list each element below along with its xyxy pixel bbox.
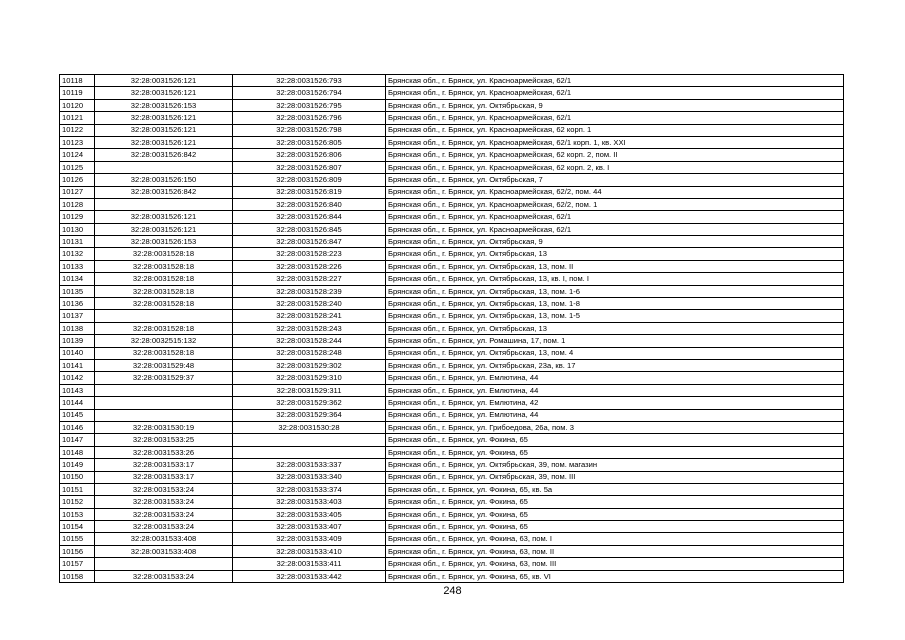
address-cell: Брянская обл., г. Брянск, ул. Красноармейская, 62/2, пом. 44 [386, 186, 844, 198]
new-cadastral-number-cell: 32:28:0031529:302 [233, 359, 386, 371]
row-number-cell: 10129 [60, 211, 95, 223]
old-cadastral-number-cell: 32:28:0031526:153 [95, 236, 233, 248]
row-number-cell: 10157 [60, 558, 95, 570]
new-cadastral-number-cell: 32:28:0031529:364 [233, 409, 386, 421]
old-cadastral-number-cell [95, 384, 233, 396]
address-cell: Брянская обл., г. Брянск, ул. Красноармейская, 62 корп. 2, кв. I [386, 161, 844, 173]
row-number-cell: 10118 [60, 75, 95, 87]
new-cadastral-number-cell: 32:28:0031526:840 [233, 198, 386, 210]
new-cadastral-number-cell: 32:28:0031526:805 [233, 136, 386, 148]
address-cell: Брянская обл., г. Брянск, ул. Октябрьская, 7 [386, 174, 844, 186]
old-cadastral-number-cell: 32:28:0031526:842 [95, 186, 233, 198]
table-row [60, 211, 844, 223]
old-cadastral-number-cell: 32:28:0031533:24 [95, 570, 233, 582]
old-cadastral-number-cell [95, 310, 233, 322]
table-row [60, 459, 844, 471]
row-number-cell: 10122 [60, 124, 95, 136]
row-number-cell: 10158 [60, 570, 95, 582]
address-cell: Брянская обл., г. Брянск, ул. Октябрьская, 13, пом. 1-5 [386, 310, 844, 322]
old-cadastral-number-cell: 32:28:0031533:24 [95, 483, 233, 495]
old-cadastral-number-cell: 32:28:0031533:17 [95, 459, 233, 471]
address-cell: Брянская обл., г. Брянск, ул. Фокина, 63, пом. II [386, 545, 844, 557]
table-row [60, 198, 844, 210]
table-row [60, 496, 844, 508]
address-cell: Брянская обл., г. Брянск, ул. Октябрьская, 13, пом. 1-6 [386, 285, 844, 297]
table-row [60, 236, 844, 248]
table-row [60, 99, 844, 111]
old-cadastral-number-cell: 32:28:0031529:48 [95, 359, 233, 371]
old-cadastral-number-cell: 32:28:0031528:18 [95, 298, 233, 310]
table-row [60, 124, 844, 136]
row-number-cell: 10149 [60, 459, 95, 471]
new-cadastral-number-cell: 32:28:0031526:794 [233, 87, 386, 99]
new-cadastral-number-cell: 32:28:0031533:337 [233, 459, 386, 471]
old-cadastral-number-cell: 32:28:0031533:17 [95, 471, 233, 483]
row-number-cell: 10126 [60, 174, 95, 186]
address-cell: Брянская обл., г. Брянск, ул. Октябрьская, 9 [386, 236, 844, 248]
row-number-cell: 10150 [60, 471, 95, 483]
address-cell: Брянская обл., г. Брянск, ул. Красноармейская, 62/1 [386, 87, 844, 99]
address-cell: Брянская обл., г. Брянск, ул. Октябрьская, 23а, кв. 17 [386, 359, 844, 371]
address-cell: Брянская обл., г. Брянск, ул. Емлютина, 44 [386, 372, 844, 384]
address-cell: Брянская обл., г. Брянск, ул. Октябрьская, 13 [386, 322, 844, 334]
address-cell: Брянская обл., г. Брянск, ул. Красноармейская, 62/1 [386, 112, 844, 124]
row-number-cell: 10139 [60, 335, 95, 347]
old-cadastral-number-cell: 32:28:0031528:18 [95, 260, 233, 272]
new-cadastral-number-cell: 32:28:0031529:311 [233, 384, 386, 396]
old-cadastral-number-cell: 32:28:0031526:121 [95, 75, 233, 87]
row-number-cell: 10146 [60, 421, 95, 433]
old-cadastral-number-cell: 32:28:0031528:18 [95, 322, 233, 334]
table-row [60, 545, 844, 557]
row-number-cell: 10144 [60, 397, 95, 409]
old-cadastral-number-cell: 32:28:0031526:121 [95, 87, 233, 99]
old-cadastral-number-cell: 32:28:0031529:37 [95, 372, 233, 384]
new-cadastral-number-cell: 32:28:0031533:409 [233, 533, 386, 545]
new-cadastral-number-cell: 32:28:0031528:226 [233, 260, 386, 272]
old-cadastral-number-cell: 32:28:0031528:18 [95, 273, 233, 285]
address-cell: Брянская обл., г. Брянск, ул. Фокина, 65 [386, 521, 844, 533]
new-cadastral-number-cell: 32:28:0031528:241 [233, 310, 386, 322]
new-cadastral-number-cell: 32:28:0031533:407 [233, 521, 386, 533]
row-number-cell: 10119 [60, 87, 95, 99]
row-number-cell: 10145 [60, 409, 95, 421]
row-number-cell: 10136 [60, 298, 95, 310]
old-cadastral-number-cell: 32:28:0031526:121 [95, 124, 233, 136]
row-number-cell: 10127 [60, 186, 95, 198]
new-cadastral-number-cell: 32:28:0031526:809 [233, 174, 386, 186]
address-cell: Брянская обл., г. Брянск, ул. Фокина, 65, кв. VI [386, 570, 844, 582]
table-row [60, 483, 844, 495]
table-row [60, 446, 844, 458]
address-cell: Брянская обл., г. Брянск, ул. Грибоедова, 26а, пом. 3 [386, 421, 844, 433]
new-cadastral-number-cell [233, 446, 386, 458]
address-cell: Брянская обл., г. Брянск, ул. Фокина, 63, пом. III [386, 558, 844, 570]
row-number-cell: 10153 [60, 508, 95, 520]
old-cadastral-number-cell: 32:28:0031526:121 [95, 112, 233, 124]
old-cadastral-number-cell: 32:28:0031526:153 [95, 99, 233, 111]
address-cell: Брянская обл., г. Брянск, ул. Фокина, 65 [386, 446, 844, 458]
address-cell: Брянская обл., г. Брянск, ул. Емлютина, 44 [386, 384, 844, 396]
row-number-cell: 10156 [60, 545, 95, 557]
table-row [60, 372, 844, 384]
old-cadastral-number-cell: 32:28:0031526:842 [95, 149, 233, 161]
table-row [60, 570, 844, 582]
cadastral-table [59, 74, 844, 583]
new-cadastral-number-cell: 32:28:0031533:405 [233, 508, 386, 520]
table-row [60, 397, 844, 409]
new-cadastral-number-cell: 32:28:0031526:806 [233, 149, 386, 161]
row-number-cell: 10147 [60, 434, 95, 446]
table-row [60, 260, 844, 272]
address-cell: Брянская обл., г. Брянск, ул. Красноармейская, 62/1 [386, 75, 844, 87]
address-cell: Брянская обл., г. Брянск, ул. Октябрьская, 39, пом. магазин [386, 459, 844, 471]
table-row [60, 335, 844, 347]
table-row [60, 298, 844, 310]
table-row [60, 285, 844, 297]
table-row [60, 161, 844, 173]
old-cadastral-number-cell: 32:28:0031533:24 [95, 521, 233, 533]
old-cadastral-number-cell: 32:28:0031530:19 [95, 421, 233, 433]
new-cadastral-number-cell: 32:28:0031533:403 [233, 496, 386, 508]
table-row [60, 359, 844, 371]
address-cell: Брянская обл., г. Брянск, ул. Октябрьская, 13, кв. I, пом. I [386, 273, 844, 285]
row-number-cell: 10148 [60, 446, 95, 458]
old-cadastral-number-cell: 32:28:0031533:24 [95, 496, 233, 508]
new-cadastral-number-cell: 32:28:0031526:847 [233, 236, 386, 248]
address-cell: Брянская обл., г. Брянск, ул. Емлютина, 42 [386, 397, 844, 409]
row-number-cell: 10152 [60, 496, 95, 508]
new-cadastral-number-cell: 32:28:0031526:795 [233, 99, 386, 111]
address-cell: Брянская обл., г. Брянск, ул. Октябрьская, 13, пом. 1-8 [386, 298, 844, 310]
new-cadastral-number-cell: 32:28:0031526:807 [233, 161, 386, 173]
row-number-cell: 10124 [60, 149, 95, 161]
table-row [60, 174, 844, 186]
new-cadastral-number-cell: 32:28:0031526:844 [233, 211, 386, 223]
table-row [60, 273, 844, 285]
old-cadastral-number-cell: 32:28:0031533:24 [95, 508, 233, 520]
new-cadastral-number-cell: 32:28:0031528:240 [233, 298, 386, 310]
row-number-cell: 10143 [60, 384, 95, 396]
new-cadastral-number-cell [233, 434, 386, 446]
row-number-cell: 10134 [60, 273, 95, 285]
table-row [60, 75, 844, 87]
table-row [60, 186, 844, 198]
table-row [60, 409, 844, 421]
old-cadastral-number-cell: 32:28:0031526:150 [95, 174, 233, 186]
table-row [60, 322, 844, 334]
old-cadastral-number-cell: 32:28:0031533:25 [95, 434, 233, 446]
old-cadastral-number-cell: 32:28:0031528:18 [95, 248, 233, 260]
table-row [60, 533, 844, 545]
table-row [60, 310, 844, 322]
address-cell: Брянская обл., г. Брянск, ул. Красноармейская, 62/1 корп. 1, кв. XXI [386, 136, 844, 148]
page-number: 248 [443, 585, 462, 597]
address-cell: Брянская обл., г. Брянск, ул. Фокина, 65 [386, 496, 844, 508]
table-row [60, 248, 844, 260]
old-cadastral-number-cell [95, 161, 233, 173]
table-row [60, 223, 844, 235]
new-cadastral-number-cell: 32:28:0031529:362 [233, 397, 386, 409]
row-number-cell: 10125 [60, 161, 95, 173]
new-cadastral-number-cell: 32:28:0031528:227 [233, 273, 386, 285]
new-cadastral-number-cell: 32:28:0031530:28 [233, 421, 386, 433]
address-cell: Брянская обл., г. Брянск, ул. Красноармейская, 62 корп. 1 [386, 124, 844, 136]
row-number-cell: 10142 [60, 372, 95, 384]
address-cell: Брянская обл., г. Брянск, ул. Красноармейская, 62/1 [386, 211, 844, 223]
row-number-cell: 10151 [60, 483, 95, 495]
row-number-cell: 10141 [60, 359, 95, 371]
address-cell: Брянская обл., г. Брянск, ул. Фокина, 63, пом. I [386, 533, 844, 545]
table-row [60, 434, 844, 446]
address-cell: Брянская обл., г. Брянск, ул. Октябрьская, 9 [386, 99, 844, 111]
row-number-cell: 10138 [60, 322, 95, 334]
address-cell: Брянская обл., г. Брянск, ул. Октябрьская, 13, пом. II [386, 260, 844, 272]
row-number-cell: 10121 [60, 112, 95, 124]
row-number-cell: 10140 [60, 347, 95, 359]
new-cadastral-number-cell: 32:28:0031529:310 [233, 372, 386, 384]
old-cadastral-number-cell: 32:28:0031528:18 [95, 347, 233, 359]
row-number-cell: 10128 [60, 198, 95, 210]
old-cadastral-number-cell [95, 409, 233, 421]
old-cadastral-number-cell [95, 198, 233, 210]
address-cell: Брянская обл., г. Брянск, ул. Октябрьская, 13, пом. 4 [386, 347, 844, 359]
old-cadastral-number-cell: 32:28:0032515:132 [95, 335, 233, 347]
new-cadastral-number-cell: 32:28:0031526:793 [233, 75, 386, 87]
new-cadastral-number-cell: 32:28:0031533:340 [233, 471, 386, 483]
table-row [60, 521, 844, 533]
new-cadastral-number-cell: 32:28:0031526:819 [233, 186, 386, 198]
old-cadastral-number-cell [95, 397, 233, 409]
table-row [60, 421, 844, 433]
address-cell: Брянская обл., г. Брянск, ул. Октябрьская, 13 [386, 248, 844, 260]
new-cadastral-number-cell: 32:28:0031528:243 [233, 322, 386, 334]
row-number-cell: 10120 [60, 99, 95, 111]
row-number-cell: 10123 [60, 136, 95, 148]
row-number-cell: 10130 [60, 223, 95, 235]
row-number-cell: 10132 [60, 248, 95, 260]
old-cadastral-number-cell [95, 558, 233, 570]
row-number-cell: 10137 [60, 310, 95, 322]
table-row [60, 149, 844, 161]
address-cell: Брянская обл., г. Брянск, ул. Красноармейская, 62/2, пом. 1 [386, 198, 844, 210]
old-cadastral-number-cell: 32:28:0031526:121 [95, 223, 233, 235]
row-number-cell: 10155 [60, 533, 95, 545]
old-cadastral-number-cell: 32:28:0031533:26 [95, 446, 233, 458]
new-cadastral-number-cell: 32:28:0031533:411 [233, 558, 386, 570]
new-cadastral-number-cell: 32:28:0031528:244 [233, 335, 386, 347]
row-number-cell: 10131 [60, 236, 95, 248]
new-cadastral-number-cell: 32:28:0031526:798 [233, 124, 386, 136]
table-row [60, 508, 844, 520]
new-cadastral-number-cell: 32:28:0031533:442 [233, 570, 386, 582]
address-cell: Брянская обл., г. Брянск, ул. Красноармейская, 62/1 [386, 223, 844, 235]
table-row [60, 384, 844, 396]
address-cell: Брянская обл., г. Брянск, ул. Ромашина, 17, пом. 1 [386, 335, 844, 347]
old-cadastral-number-cell: 32:28:0031526:121 [95, 211, 233, 223]
table-row [60, 112, 844, 124]
table-row [60, 347, 844, 359]
table-row [60, 471, 844, 483]
address-cell: Брянская обл., г. Брянск, ул. Емлютина, 44 [386, 409, 844, 421]
table-row [60, 136, 844, 148]
old-cadastral-number-cell: 32:28:0031533:408 [95, 533, 233, 545]
old-cadastral-number-cell: 32:28:0031528:18 [95, 285, 233, 297]
new-cadastral-number-cell: 32:28:0031526:845 [233, 223, 386, 235]
new-cadastral-number-cell: 32:28:0031533:410 [233, 545, 386, 557]
new-cadastral-number-cell: 32:28:0031528:223 [233, 248, 386, 260]
address-cell: Брянская обл., г. Брянск, ул. Фокина, 65 [386, 434, 844, 446]
new-cadastral-number-cell: 32:28:0031526:796 [233, 112, 386, 124]
cadastral-table-body [60, 75, 844, 583]
new-cadastral-number-cell: 32:28:0031528:248 [233, 347, 386, 359]
table-row [60, 558, 844, 570]
row-number-cell: 10154 [60, 521, 95, 533]
address-cell: Брянская обл., г. Брянск, ул. Фокина, 65 [386, 508, 844, 520]
address-cell: Брянская обл., г. Брянск, ул. Фокина, 65, кв. 5а [386, 483, 844, 495]
row-number-cell: 10133 [60, 260, 95, 272]
address-cell: Брянская обл., г. Брянск, ул. Красноармейская, 62 корп. 2, пом. II [386, 149, 844, 161]
row-number-cell: 10135 [60, 285, 95, 297]
new-cadastral-number-cell: 32:28:0031528:239 [233, 285, 386, 297]
address-cell: Брянская обл., г. Брянск, ул. Октябрьская, 39, пом. III [386, 471, 844, 483]
old-cadastral-number-cell: 32:28:0031533:408 [95, 545, 233, 557]
old-cadastral-number-cell: 32:28:0031526:121 [95, 136, 233, 148]
new-cadastral-number-cell: 32:28:0031533:374 [233, 483, 386, 495]
table-row [60, 87, 844, 99]
